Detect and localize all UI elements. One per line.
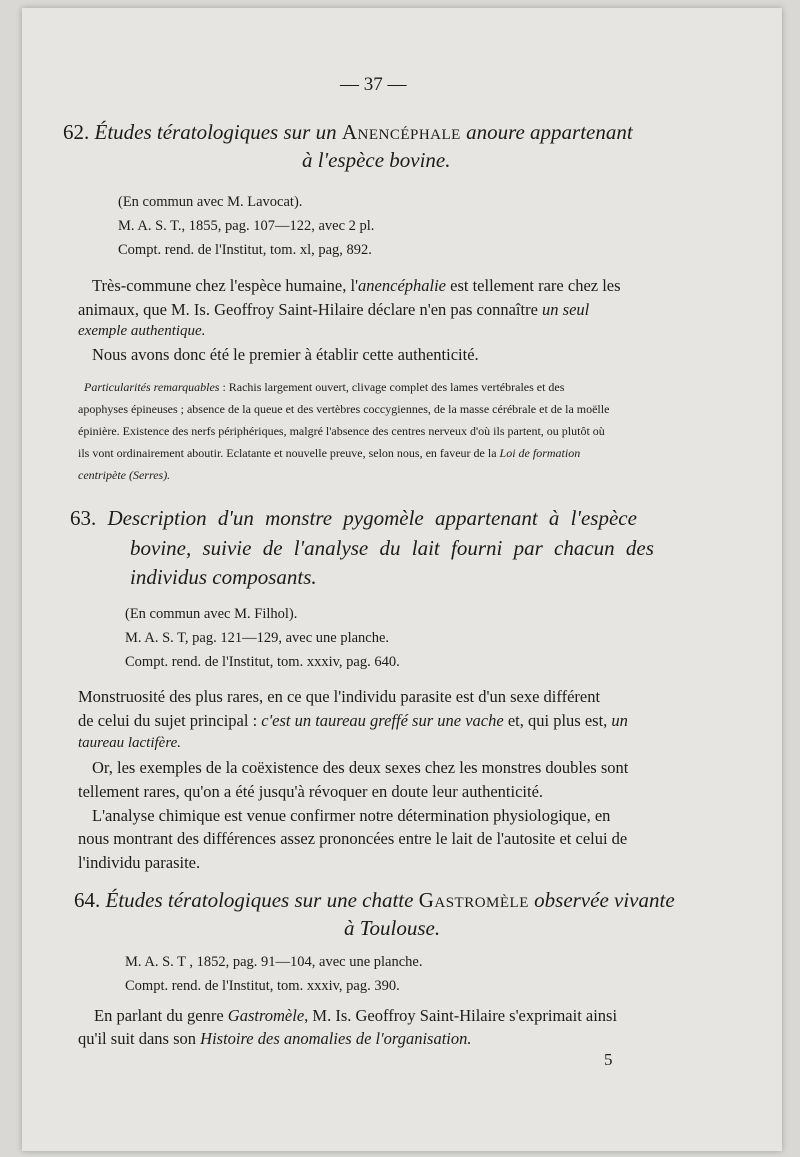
signature-mark: 5	[604, 1050, 613, 1069]
page-number: — 37 —	[340, 74, 407, 95]
section-63-number: 63.	[70, 506, 97, 530]
section-63-para2-line1: Or, les exemples de la coëxistence des deux sexes chez les monstres doubles sont	[92, 758, 629, 777]
section-62-ref-2: M. A. S. T., 1855, pag. 107—122, avec 2 pl.	[118, 218, 375, 234]
section-62-para1-line1: Très-commune chez l'espèce humaine, l'anencéphalie est tellement rare chez les	[92, 276, 621, 295]
section-63-para3-line3: l'individu parasite.	[78, 853, 201, 872]
section-62-notes-line4: ils vont ordinairement aboutir. Eclatante et nouvelle preuve, selon nous, en faveur de la Loi de formation	[78, 446, 581, 460]
section-64-para1-line2: qu'il suit dans son Histoire des anomalies de l'organisation.	[78, 1029, 472, 1048]
section-63-para3-line1: L'analyse chimique est venue confirmer notre détermination physiologique, en	[92, 806, 611, 825]
section-64-ref-2: Compt. rend. de l'Institut, tom. xxxiv, pag. 390.	[125, 978, 400, 994]
document-page	[22, 8, 782, 1151]
section-64-para1-line1: En parlant du genre Gastromèle, M. Is. Geoffroy Saint-Hilaire s'exprimait ainsi	[94, 1006, 618, 1025]
section-62-notes-line5: centripète (Serres).	[78, 468, 171, 482]
section-63-para1-line3: taureau lactifère.	[78, 735, 182, 751]
section-63-para1-line1: Monstruosité des plus rares, en ce que l'individu parasite est d'un sexe différent	[78, 687, 601, 706]
section-62-ref-1: (En commun avec M. Lavocat).	[118, 194, 303, 210]
section-63-ref-1: (En commun avec M. Filhol).	[125, 606, 298, 622]
section-64-ref-1: M. A. S. T , 1852, pag. 91—104, avec une planche.	[125, 954, 423, 970]
section-63-ref-2: M. A. S. T, pag. 121—129, avec une planche.	[125, 630, 390, 646]
section-62-number: 62.	[63, 120, 90, 144]
section-62-notes-line3: épinière. Existence des nerfs périphériques, malgré l'absence des centres nerveux d'où ils partent, ou plutôt où	[78, 424, 605, 438]
section-63-title-line2: bovine, suivie de l'analyse du lait fourni par chacun des	[130, 536, 654, 560]
section-62-para2: Nous avons donc été le premier à établir cette authenticité.	[92, 345, 479, 364]
section-62-notes-line1: Particularités remarquables : Rachis largement ouvert, clivage complet des lames vertébrales et des	[84, 380, 565, 394]
section-62-title-line2: à l'espèce bovine.	[302, 148, 451, 172]
section-62-para1-line2: animaux, que M. Is. Geoffroy Saint-Hilaire déclare n'en pas connaître un seul	[78, 300, 590, 319]
section-63-title-line3: individus composants.	[130, 565, 317, 589]
section-62-notes-line2: apophyses épineuses ; absence de la queue et des vertèbres coccygiennes, de la masse cérébrale et de la moëlle	[78, 402, 610, 416]
section-64-title-line2: à Toulouse.	[344, 916, 441, 940]
section-62-para1-line3: exemple authentique.	[78, 323, 206, 339]
section-63-title-line1: 63. Description d'un monstre pygomèle appartenant à l'espèce	[70, 506, 637, 530]
section-64-number: 64.	[74, 888, 101, 912]
section-63-para2-line2: tellement rares, qu'on a été jusqu'à révoquer en doute leur authenticité.	[78, 782, 544, 801]
section-63-ref-3: Compt. rend. de l'Institut, tom. xxxiv, pag. 640.	[125, 654, 400, 670]
section-63-para3-line2: nous montrant des différences assez prononcées entre le lait de l'autosite et celui de	[78, 829, 628, 848]
section-62-title-line1: 62. Études tératologiques sur un Anencéphale anoure appartenant	[63, 120, 633, 144]
section-63-para1-line2: de celui du sujet principal : c'est un taureau greffé sur une vache et, qui plus est, un	[78, 711, 628, 730]
section-64-title-line1: 64. Études tératologiques sur une chatte Gastromèle observée vivante	[74, 888, 675, 912]
section-62-ref-3: Compt. rend. de l'Institut, tom. xl, pag, 892.	[118, 242, 372, 258]
